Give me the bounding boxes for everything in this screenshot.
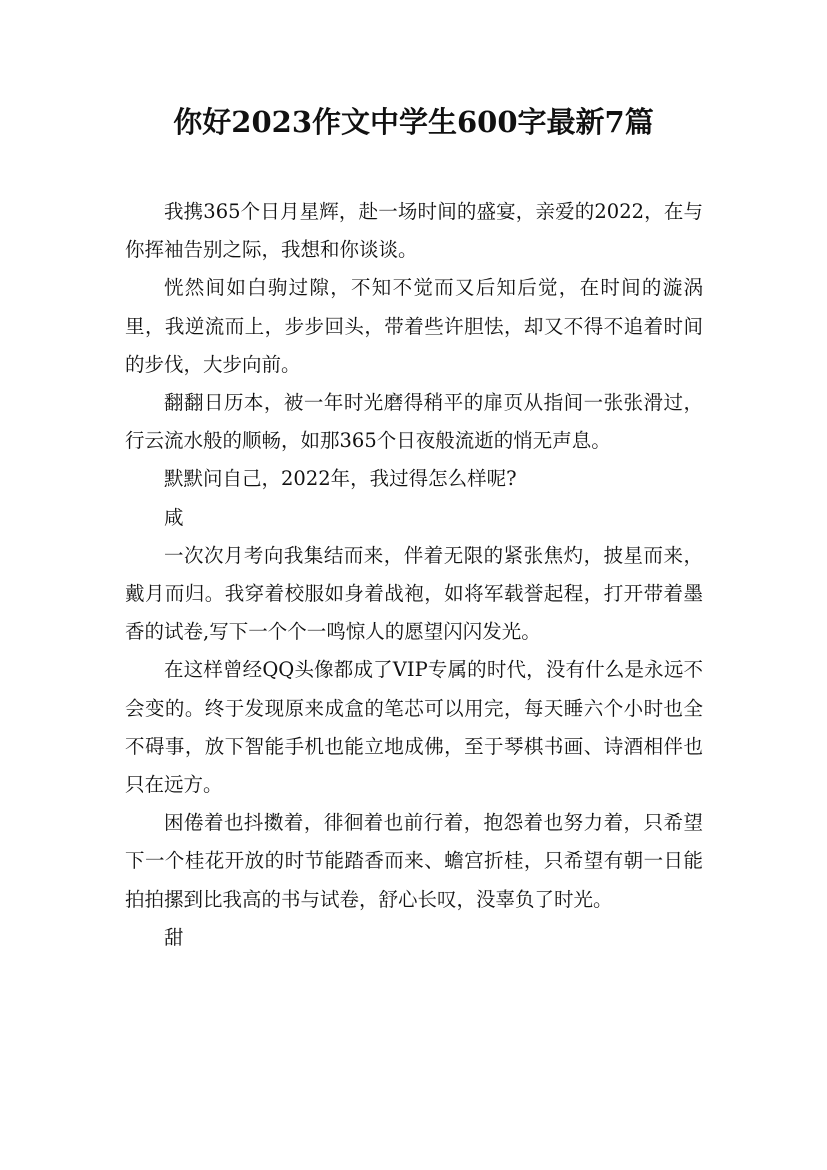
paragraph-2: 恍然间如白驹过隙，不知不觉而又后知后觉，在时间的漩涡里，我逆流而上，步步回头，带着些许胆怯，却又不得不追着时间的步伐，大步向前。 (125, 276, 703, 376)
document-title: 你好2023作文中学生600字最新7篇 (173, 105, 654, 139)
section-heading-tian: 甜 (164, 925, 184, 949)
document-body (125, 193, 703, 957)
paragraph-6: 一次次月考向我集结而来，伴着无限的紧张焦灼，披星而来，戴月而归。我穿着校服如身着战袍，如将军载誉起程，打开带着墨香的试卷,写下一个个一鸣惊人的愿望闪闪发光。 (125, 543, 703, 644)
section-heading-xian: 咸 (164, 505, 184, 529)
paragraph-8: 困倦着也抖擞着，徘徊着也前行着，抱怨着也努力着，只希望下一个桂花开放的时节能踏香而来、蟾宫折桂，只希望有朝一日能拍拍摞到比我高的书与试卷，舒心长叹，没辜负了时光。 (125, 811, 703, 911)
paragraph-7: 在这样曾经QQ头像都成了VIP专属的时代，没有什么是永远不会变的。终于发现原来成盒的笔芯可以用完，每天睡六个小时也全不碍事，放下智能手机也能立地成佛，至于琴棋书画、诗酒相伴也只在远方。 (125, 658, 703, 797)
paragraph-4: 默默问自己，2022年，我过得怎么样呢? (164, 467, 517, 491)
paragraph-1: 我携365个日月星辉，赴一场时间的盛宴，亲爱的2022，在与你挥袖告别之际，我想和你谈谈。 (125, 200, 703, 262)
paragraph-3: 翻翻日历本，被一年时光磨得稍平的扉页从指间一张张滑过，行云流水般的顺畅，如那365个日夜般流逝的悄无声息。 (125, 391, 703, 453)
